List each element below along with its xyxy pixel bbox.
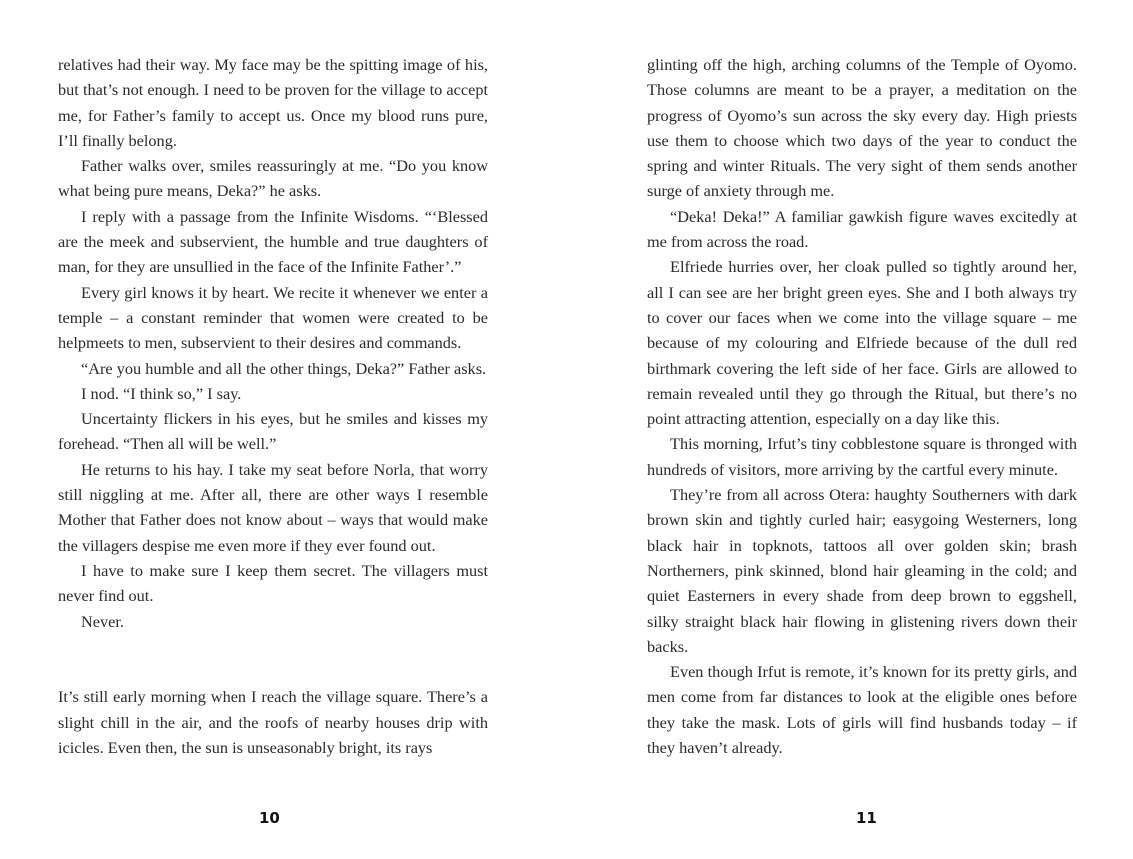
paragraph: Every girl knows it by heart. We recite it whenever we enter a temple – a constant reminder that women were created to be helpmeets to men, subservient to their desires and commands.	[58, 282, 488, 353]
paragraph: Elfriede hurries over, her cloak pulled so tightly around her, all I can see are her bright green eyes. She and I both always try to cover our faces when we come into the village square – me because of my colouring and Elfriede because of the dull red birthmark covering the left side of her face. Girls are allowed to remain revealed until they go through the Ritual, but there’s no point attracting attention, especially on a day like this.	[647, 257, 1077, 429]
left-page	[58, 52, 488, 760]
paragraph: relatives had their way. My face may be the spitting image of his, but that’s not enough. I need to be proven for the village to accept me, for Father’s family to accept us. Once my blood runs pure, I’ll finally belong.	[58, 55, 488, 150]
paragraph: Father walks over, smiles reassuringly at me. “Do you know what being pure means, Deka?” he asks.	[58, 156, 488, 201]
page-number-right: 11	[856, 809, 877, 827]
paragraph: “Deka! Deka!” A familiar gawkish figure waves excitedly at me from across the road.	[647, 206, 1077, 252]
paragraph: glinting off the high, arching columns of the Temple of Oyomo. Those columns are meant to be a prayer, a meditation on the progress of Oyomo’s sun across the sky every day. High priests use them to choose which two days of the year to conduct the spring and winter Rituals. The very sight of them sends another surge of anxiety through me.	[647, 55, 1077, 201]
paragraph: I reply with a passage from the Infinite Wisdoms. “‘Blessed are the meek and subservient, the humble and true daughters of man, for they are unsullied in the face of the Infinite Father’.”	[58, 206, 488, 277]
paragraph: It’s still early morning when I reach the village square. There’s a slight chill in the air, and the roofs of nearby houses drip with icicles. Even then, the sun is unseasonably bright, its rays	[58, 687, 488, 758]
page-number-left: 10	[259, 809, 280, 827]
section-break	[58, 634, 488, 685]
paragraph: They’re from all across Otera: haughty Southerners with dark brown skin and tightly curled hair; easygoing Westerners, long black hair in topknots, tattoos all over golden skin; brash Northerners, pink skinned, blond hair gleaming in the cold; and quiet Easterners in every shade from deep brown to eggshell, silky straight black hair flowing in glistening rivers down their backs.	[647, 485, 1077, 656]
paragraph: Uncertainty flickers in his eyes, but he smiles and kisses my forehead. “Then all will be well.”	[58, 409, 488, 454]
paragraph: I have to make sure I keep them secret. The villagers must never find out.	[58, 560, 488, 606]
right-page	[647, 52, 1077, 760]
paragraph: Even though Irfut is remote, it’s known for its pretty girls, and men come from far distances to look at the eligible ones before they take the mask. Lots of girls will find husbands today – if they haven’t already.	[647, 662, 1077, 758]
paragraph: I nod. “I think so,” I say.	[81, 383, 242, 403]
paragraph: He returns to his hay. I take my seat before Norla, that worry still niggling at me. After all, there are other ways I resemble Mother that Father does not know about – ways that would make the villagers despise me even more if they ever found out.	[58, 459, 488, 555]
paragraph: “Are you humble and all the other things, Deka?” Father asks.	[81, 358, 487, 378]
paragraph: This morning, Irfut’s tiny cobblestone square is thronged with hundreds of visitors, more arriving by the cartful every minute.	[647, 434, 1077, 479]
paragraph: Never.	[81, 611, 124, 631]
